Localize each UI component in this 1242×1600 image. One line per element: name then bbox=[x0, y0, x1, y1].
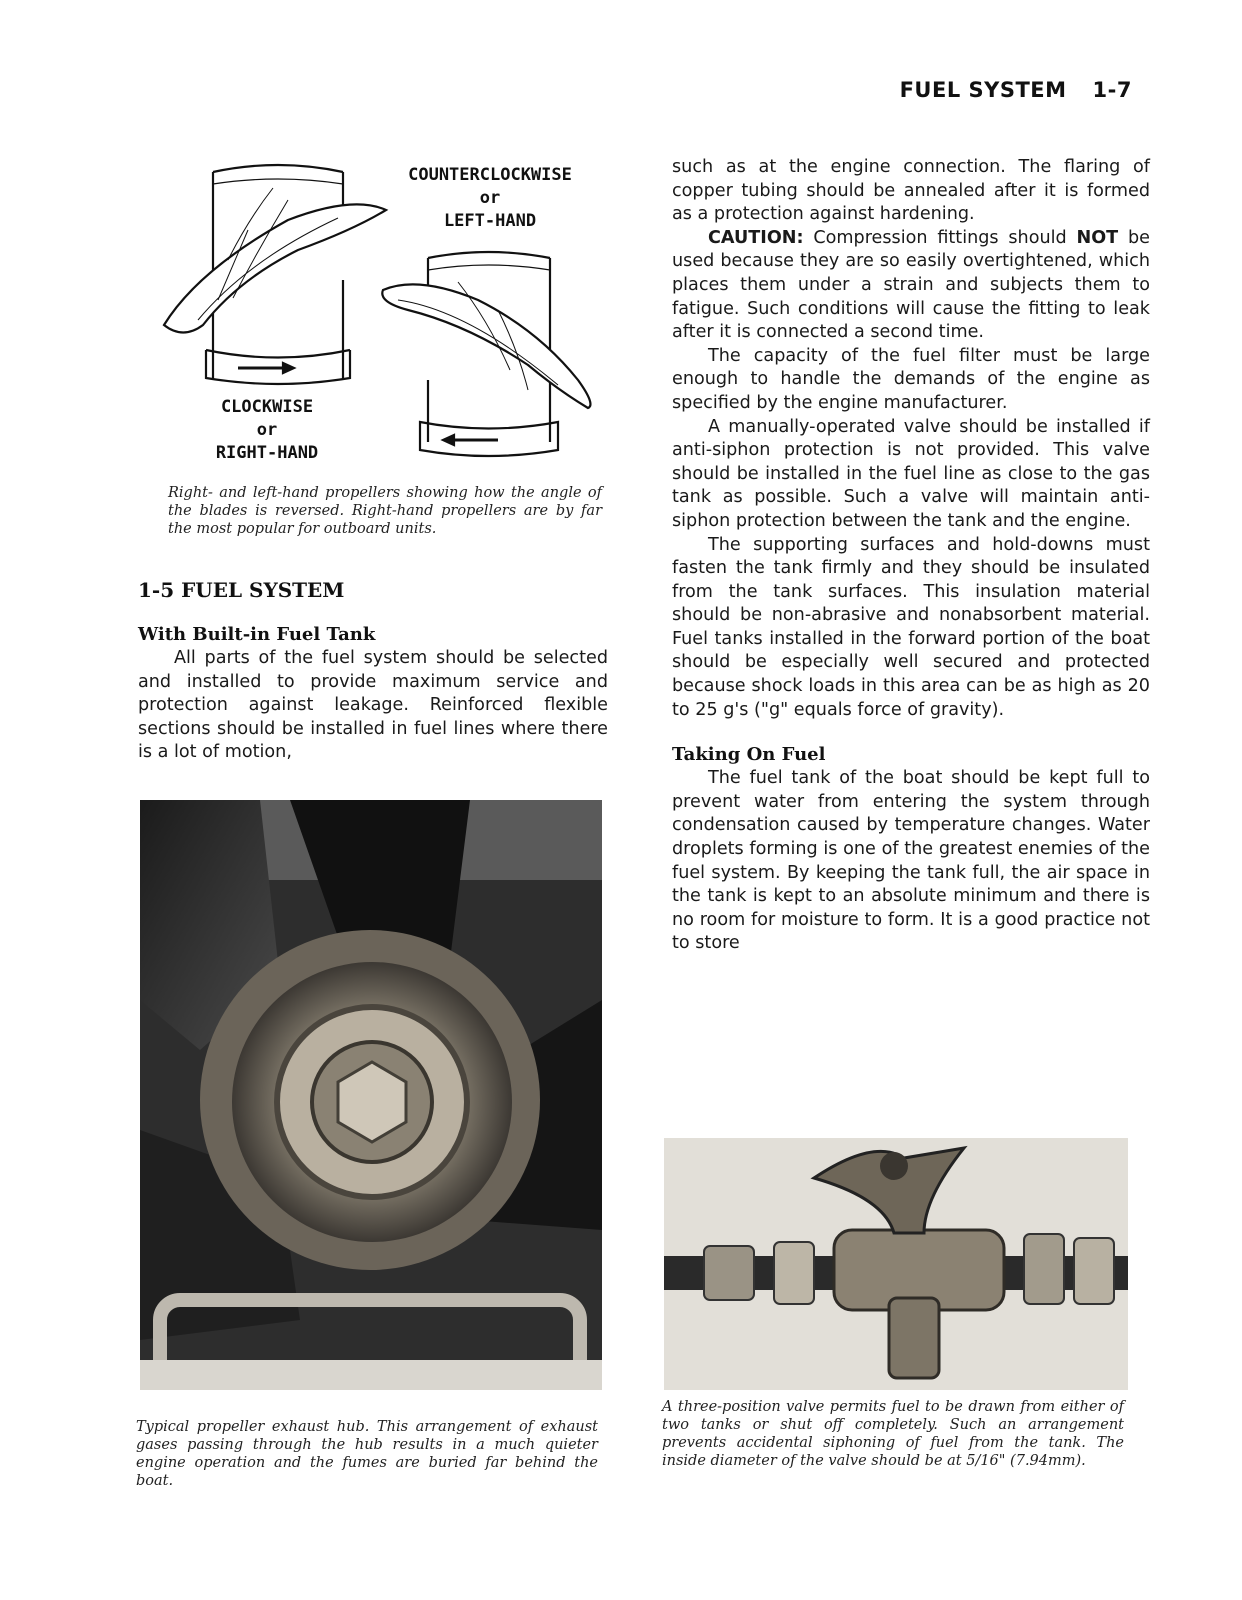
valve-paragraph: A manually-operated valve should be installed if anti-siphon protection is not provided. This valve should be installed in the fuel line as close to the gas tank as possible. Such a valve will maintain anti-siphon protection between the tank and the engine. bbox=[672, 416, 1150, 531]
propeller-diagram bbox=[138, 150, 608, 470]
subheading-taking-on-fuel: Taking On Fuel bbox=[672, 744, 826, 766]
three-position-valve-photo bbox=[664, 1138, 1128, 1390]
paragraph-continued: such as at the engine connection. The flaring of copper tubing should be annealed after it is formed as a protection against hardening. bbox=[672, 157, 1150, 225]
fuel-body bbox=[672, 767, 1150, 956]
ccw-label-line1: COUNTERCLOCKWISE bbox=[408, 165, 572, 185]
left-column bbox=[138, 150, 608, 765]
caution-text-a: Compression fittings should bbox=[803, 227, 1077, 248]
ccw-label bbox=[390, 164, 590, 233]
hub-figure-caption: Typical propeller exhaust hub. This arrangement of exhaust gases passing through the hub results in a much quieter engine operation and the fumes are buried far behind the boat. bbox=[136, 1419, 598, 1489]
tank-paragraph-text: All parts of the fuel system should be selected and installed to provide maximum service and protection against leakage. Reinforced flexible sections should be installed in fuel lines where there is a lot of motion, bbox=[138, 648, 608, 763]
right-column bbox=[672, 156, 1150, 956]
section-heading: 1-5 FUEL SYSTEM bbox=[138, 578, 345, 602]
fuel-paragraph: The fuel tank of the boat should be kept full to prevent water from entering the system through condensation caused by temperature changes. Water droplets forming is one of the greatest enemies of the fuel system. By keeping the tank full, the air space in the tank is kept to an absolute minimum and there is no room for moisture to form. It is a good practice not to store bbox=[672, 768, 1150, 954]
ccw-label-line2: or bbox=[479, 188, 501, 208]
caution-text-b: be used because they are so easily overtightened, which places them under a strain and subjects them to fatigue. Such conditions will cause the fitting to leak after it is connected a second time. bbox=[672, 227, 1150, 343]
cw-label-line2: or bbox=[256, 420, 278, 440]
header-title: FUEL SYSTEM bbox=[899, 78, 1067, 102]
tank-paragraph bbox=[138, 647, 608, 765]
propeller-figure-caption: Right- and left-hand propellers showing how the angle of the blades is reversed. Right-hand propellers are by far the most popular for outboard units. bbox=[168, 485, 602, 537]
supports-paragraph: The supporting surfaces and hold-downs must fasten the tank firmly and they should be insulated from the tank surfaces. This insulation material should be non-abrasive and nonabsorbent material. Fuel tanks installed in the forward portion of the boat should be especially well secured and protected because shock loads in this area can be as high as 20 to 25 g's ("g" equals force of gravity). bbox=[672, 534, 1150, 720]
page-number: 1-7 bbox=[1092, 78, 1132, 102]
subheading-built-in-tank: With Built-in Fuel Tank bbox=[138, 624, 376, 645]
caution-paragraph bbox=[672, 227, 1150, 345]
running-head bbox=[900, 78, 1132, 102]
ccw-label-line3: LEFT-HAND bbox=[443, 211, 537, 231]
valve-figure-caption: A three-position valve permits fuel to be drawn from either of two tanks or shut off completely. Such an arrangement prevents accidental siphoning of fuel from the tank. The inside diameter of the valve should be at 5/16" (7.94mm). bbox=[662, 1399, 1124, 1469]
right-body bbox=[672, 156, 1150, 722]
caution-label: CAUTION: bbox=[708, 227, 804, 248]
cw-label-line3: RIGHT-HAND bbox=[215, 443, 319, 463]
cw-label bbox=[182, 396, 352, 465]
filter-paragraph: The capacity of the fuel filter must be large enough to handle the demands of the engine as specified by the engine manufacturer. bbox=[672, 345, 1150, 413]
cw-label-line1: CLOCKWISE bbox=[220, 397, 314, 417]
caution-not: NOT bbox=[1076, 227, 1119, 248]
exhaust-hub-photo bbox=[140, 800, 602, 1390]
